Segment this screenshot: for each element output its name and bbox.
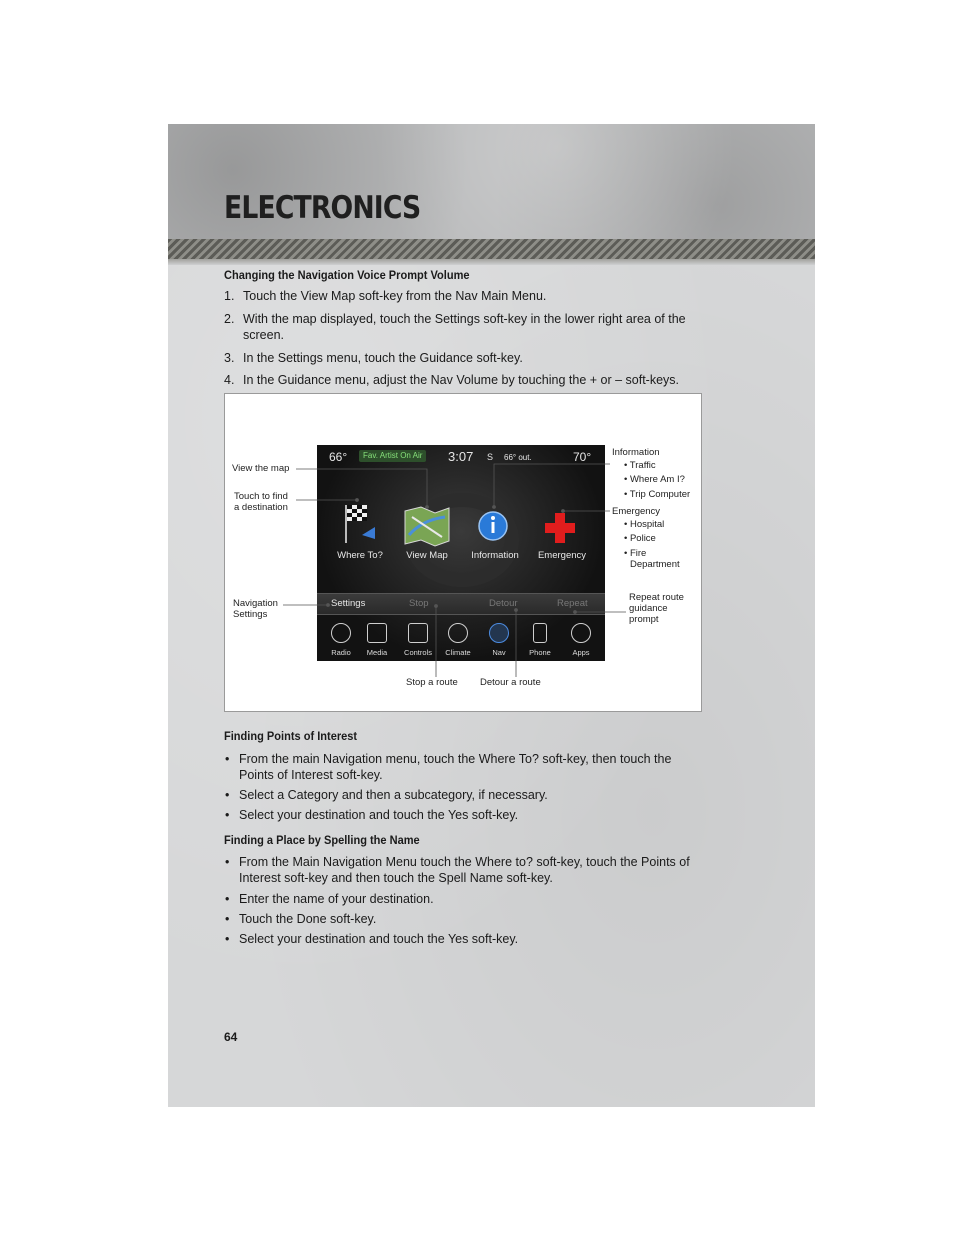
- poi-bullets: [224, 751, 704, 823]
- view-map-tile-label[interactable]: View Map: [406, 550, 448, 561]
- callout-info-item: • Traffic: [624, 460, 656, 471]
- list-item: 2. With the map displayed, touch the Settings soft-key in the lower right area of the screen.: [224, 312, 686, 342]
- list-item: 4. In the Guidance menu, adjust the Nav Volume by touching the + or – soft-keys.: [224, 373, 680, 387]
- list-item: • From the main Navigation menu, touch the Where To? soft-key, then touch the Points of Interest soft-key.: [224, 751, 704, 783]
- left-temperature: 66°: [329, 450, 348, 464]
- information-tile-label[interactable]: Information: [471, 550, 519, 561]
- callout-detour-route: Detour a route: [480, 677, 541, 688]
- where-to-tile-label[interactable]: Where To?: [337, 550, 383, 561]
- header-stripe: [168, 239, 815, 265]
- main-content: [224, 265, 704, 388]
- callout-emergency: Emergency: [612, 506, 661, 517]
- callout-touch-find-1: Touch to find: [234, 491, 288, 502]
- radio-label: Radio: [331, 648, 351, 657]
- list-item: • Select a Category and then a subcategory, if necessary.: [224, 787, 704, 803]
- callout-emergency-item: • Police: [624, 533, 656, 544]
- callout-emergency-item: • Hospital: [624, 519, 665, 530]
- media-label: Media: [366, 648, 388, 657]
- page-number: 64: [224, 1030, 238, 1044]
- settings-softkey[interactable]: Settings: [331, 598, 366, 609]
- callout-nav-settings-1: Navigation: [233, 598, 278, 609]
- stop-softkey[interactable]: Stop: [409, 598, 429, 609]
- section-heading-spell-name: Finding a Place by Spelling the Name: [224, 833, 420, 847]
- spell-bullets: [224, 854, 704, 947]
- callout-information: Information: [612, 447, 660, 458]
- right-temperature: 70°: [573, 450, 592, 464]
- callout-stop-route: Stop a route: [406, 677, 458, 688]
- page-title: ELECTRONICS: [224, 190, 421, 226]
- callout-info-item: • Where Am I?: [624, 474, 685, 485]
- manual-page: [168, 124, 815, 1107]
- emergency-tile-label[interactable]: Emergency: [537, 550, 587, 561]
- list-item: 3. In the Settings menu, touch the Guidance soft-key.: [224, 351, 523, 365]
- nav-label: Nav: [492, 648, 506, 657]
- callout-emergency-item: • Fire: [624, 548, 647, 559]
- list-item: • From the Main Navigation Menu touch the Where to? soft-key, touch the Points of Interest soft-key and then touch the Spell Name soft-key.: [224, 854, 704, 886]
- climate-label: Climate: [445, 648, 471, 657]
- steps-list: [224, 288, 704, 388]
- callout-touch-find-2: a destination: [234, 502, 288, 513]
- poi-section: [224, 729, 704, 823]
- clock: 3:07: [448, 449, 474, 464]
- callout-view-map: View the map: [232, 463, 290, 474]
- fav-artist-badge: Fav. Artist On Air: [359, 450, 426, 462]
- list-item: 1. Touch the View Map soft-key from the Nav Main Menu.: [224, 289, 547, 303]
- callout-repeat-3: prompt: [629, 614, 659, 625]
- apps-label: Apps: [572, 648, 590, 657]
- nav-screen-figure: [224, 393, 702, 712]
- callout-info-item: • Trip Computer: [624, 489, 691, 500]
- spell-section: [224, 833, 704, 947]
- list-item: • Touch the Done soft-key.: [224, 911, 704, 927]
- outside-temperature: 66° out.: [504, 453, 532, 462]
- list-item: • Select your destination and touch the Yes soft-key.: [224, 931, 704, 947]
- section-heading-poi: Finding Points of Interest: [224, 729, 358, 743]
- callout-repeat-2: guidance: [629, 603, 668, 614]
- repeat-softkey[interactable]: Repeat: [557, 598, 588, 609]
- header-banner: [168, 124, 815, 239]
- controls-label: Controls: [404, 648, 432, 657]
- callout-repeat-1: Repeat route: [629, 592, 684, 603]
- list-item: • Enter the name of your destination.: [224, 891, 704, 907]
- phone-label: Phone: [529, 648, 551, 657]
- compass-heading: S: [487, 452, 494, 462]
- list-item: • Select your destination and touch the Yes soft-key.: [224, 807, 704, 823]
- detour-softkey[interactable]: Detour: [489, 598, 518, 609]
- callout-emergency-cont: Department: [630, 559, 680, 570]
- callout-nav-settings-2: Settings: [233, 609, 268, 620]
- section-heading-voice-volume: Changing the Navigation Voice Prompt Volume: [224, 268, 470, 282]
